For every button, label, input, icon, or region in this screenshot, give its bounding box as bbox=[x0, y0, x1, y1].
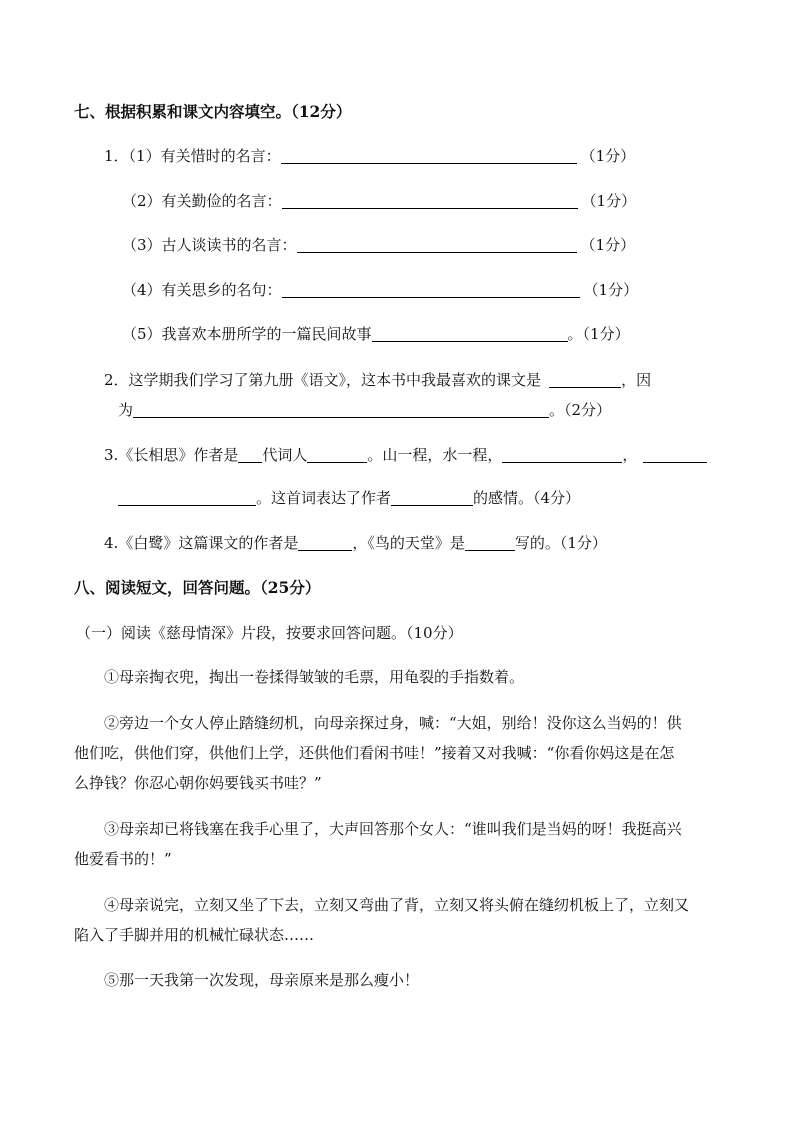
q4-text-b: ，《鸟的天堂》是 bbox=[352, 534, 465, 552]
q3-text-f: 的感情。（4分） bbox=[473, 489, 581, 507]
q3-dynasty-blank[interactable] bbox=[238, 447, 262, 463]
q2-text-c: 为 bbox=[118, 401, 134, 419]
q1-item-1 bbox=[104, 146, 635, 166]
paragraph-3-line-1: ③母亲却已将钱塞在我手心里了，大声回答那个女人：“谁叫我们是当妈的呀！我挺高兴 bbox=[104, 820, 682, 838]
q3-number: 3. bbox=[104, 446, 119, 464]
q3-line-1 bbox=[104, 445, 707, 465]
q1-item-5 bbox=[122, 324, 630, 344]
q4-author-blank-1[interactable] bbox=[298, 535, 352, 551]
q4-number: 4. bbox=[104, 534, 119, 552]
paragraph-5: ⑤那一天我第一次发现，母亲原来是那么瘦小！ bbox=[104, 971, 420, 989]
q1-item-2 bbox=[122, 191, 636, 211]
q1-item-4 bbox=[122, 280, 638, 300]
q2-text-d: 。（2分） bbox=[549, 401, 612, 419]
paragraph-2-line-3: 么挣钱？你忍心朝你妈要钱买书哇？” bbox=[74, 774, 322, 792]
q4-line bbox=[104, 533, 607, 553]
q1-item-3-label: （3）古人谈读书的名言： bbox=[122, 236, 297, 254]
paragraph-2-line-1: ②旁边一个女人停止踏缝纫机，向母亲探过身，喊：“大姐，别给！没你这么当妈的！供 bbox=[104, 714, 682, 732]
q3-text-e: 。这首词表达了作者 bbox=[256, 489, 392, 507]
q1-item-1-label: （1）有关惜时的名言： bbox=[128, 147, 281, 165]
q3-text-d: ， bbox=[622, 446, 638, 464]
q3-feeling-blank[interactable] bbox=[391, 490, 473, 506]
q1-item-4-blank[interactable] bbox=[282, 282, 580, 298]
q1-item-3-score: （1分） bbox=[580, 236, 636, 254]
section-7-title: 七、根据积累和课文内容填空。（12分） bbox=[74, 102, 352, 121]
q3-poet-blank[interactable] bbox=[307, 447, 367, 463]
q3-text-c: 。山一程，水一程， bbox=[367, 446, 503, 464]
q1-item-5-blank[interactable] bbox=[372, 326, 568, 342]
q2-line-2 bbox=[118, 400, 611, 420]
q3-text-a: 《长相思》作者是 bbox=[118, 446, 239, 464]
q1-item-5-score: 。（1分） bbox=[567, 325, 630, 343]
q3-line-2 bbox=[118, 488, 580, 508]
q2-text-a: 这学期我们学习了第九册《语文》，这本书中我最喜欢的课文是 bbox=[128, 371, 542, 389]
q3-verse-blank-2[interactable] bbox=[643, 447, 707, 463]
q2-favorite-blank[interactable] bbox=[549, 372, 621, 388]
paragraph-4-line-1: ④母亲说完，立刻又坐了下去，立刻又弯曲了背，立刻又将头俯在缝纫机板上了，立刻又 bbox=[104, 896, 690, 914]
q1-item-1-blank[interactable] bbox=[281, 148, 577, 164]
q1-item-4-label: （4）有关思乡的名句： bbox=[122, 281, 282, 299]
paragraph-1: ①母亲掏衣兜，掏出一卷揉得皱皱的毛票，用龟裂的手指数着。 bbox=[104, 668, 525, 686]
q2-number: 2． bbox=[104, 371, 129, 389]
q1-item-1-score: （1分） bbox=[580, 147, 636, 165]
q4-text-a: 《白鹭》这篇课文的作者是 bbox=[118, 534, 299, 552]
q1-item-2-score: （1分） bbox=[581, 192, 637, 210]
q2-reason-blank[interactable] bbox=[133, 402, 549, 418]
q1-item-4-score: （1分） bbox=[583, 281, 639, 299]
q4-text-c: 写的。（1分） bbox=[514, 534, 607, 552]
q2-text-b: ，因 bbox=[621, 371, 652, 389]
q3-text-b: 代词人 bbox=[262, 446, 308, 464]
section-8-title: 八、阅读短文，回答问题。（25分） bbox=[74, 578, 321, 597]
q1-item-3 bbox=[122, 235, 635, 255]
q3-verse-blank-1[interactable] bbox=[502, 447, 622, 463]
q4-author-blank-2[interactable] bbox=[465, 535, 515, 551]
q1-item-2-label: （2）有关勤俭的名言： bbox=[122, 192, 282, 210]
q2-line-1 bbox=[104, 370, 651, 390]
q3-verse-blank-3[interactable] bbox=[118, 490, 256, 506]
q1-item-3-blank[interactable] bbox=[297, 237, 577, 253]
section-8-part-1-heading: （一）阅读《慈母情深》片段，按要求回答问题。（10分） bbox=[76, 624, 463, 642]
paragraph-4-line-2: 陷入了手脚并用的机械忙碌状态…… bbox=[74, 926, 315, 944]
paragraph-2-line-2: 他们吃，供他们穿，供他们上学，还供他们看闲书哇！”接着又对我喊：“你看你妈这是在怎 bbox=[74, 744, 675, 762]
q1-number: 1． bbox=[104, 147, 129, 165]
q1-item-2-blank[interactable] bbox=[282, 193, 578, 209]
paragraph-3-line-2: 他爱看书的！” bbox=[74, 850, 172, 868]
q1-item-5-label: （5）我喜欢本册所学的一篇民间故事 bbox=[122, 325, 372, 343]
